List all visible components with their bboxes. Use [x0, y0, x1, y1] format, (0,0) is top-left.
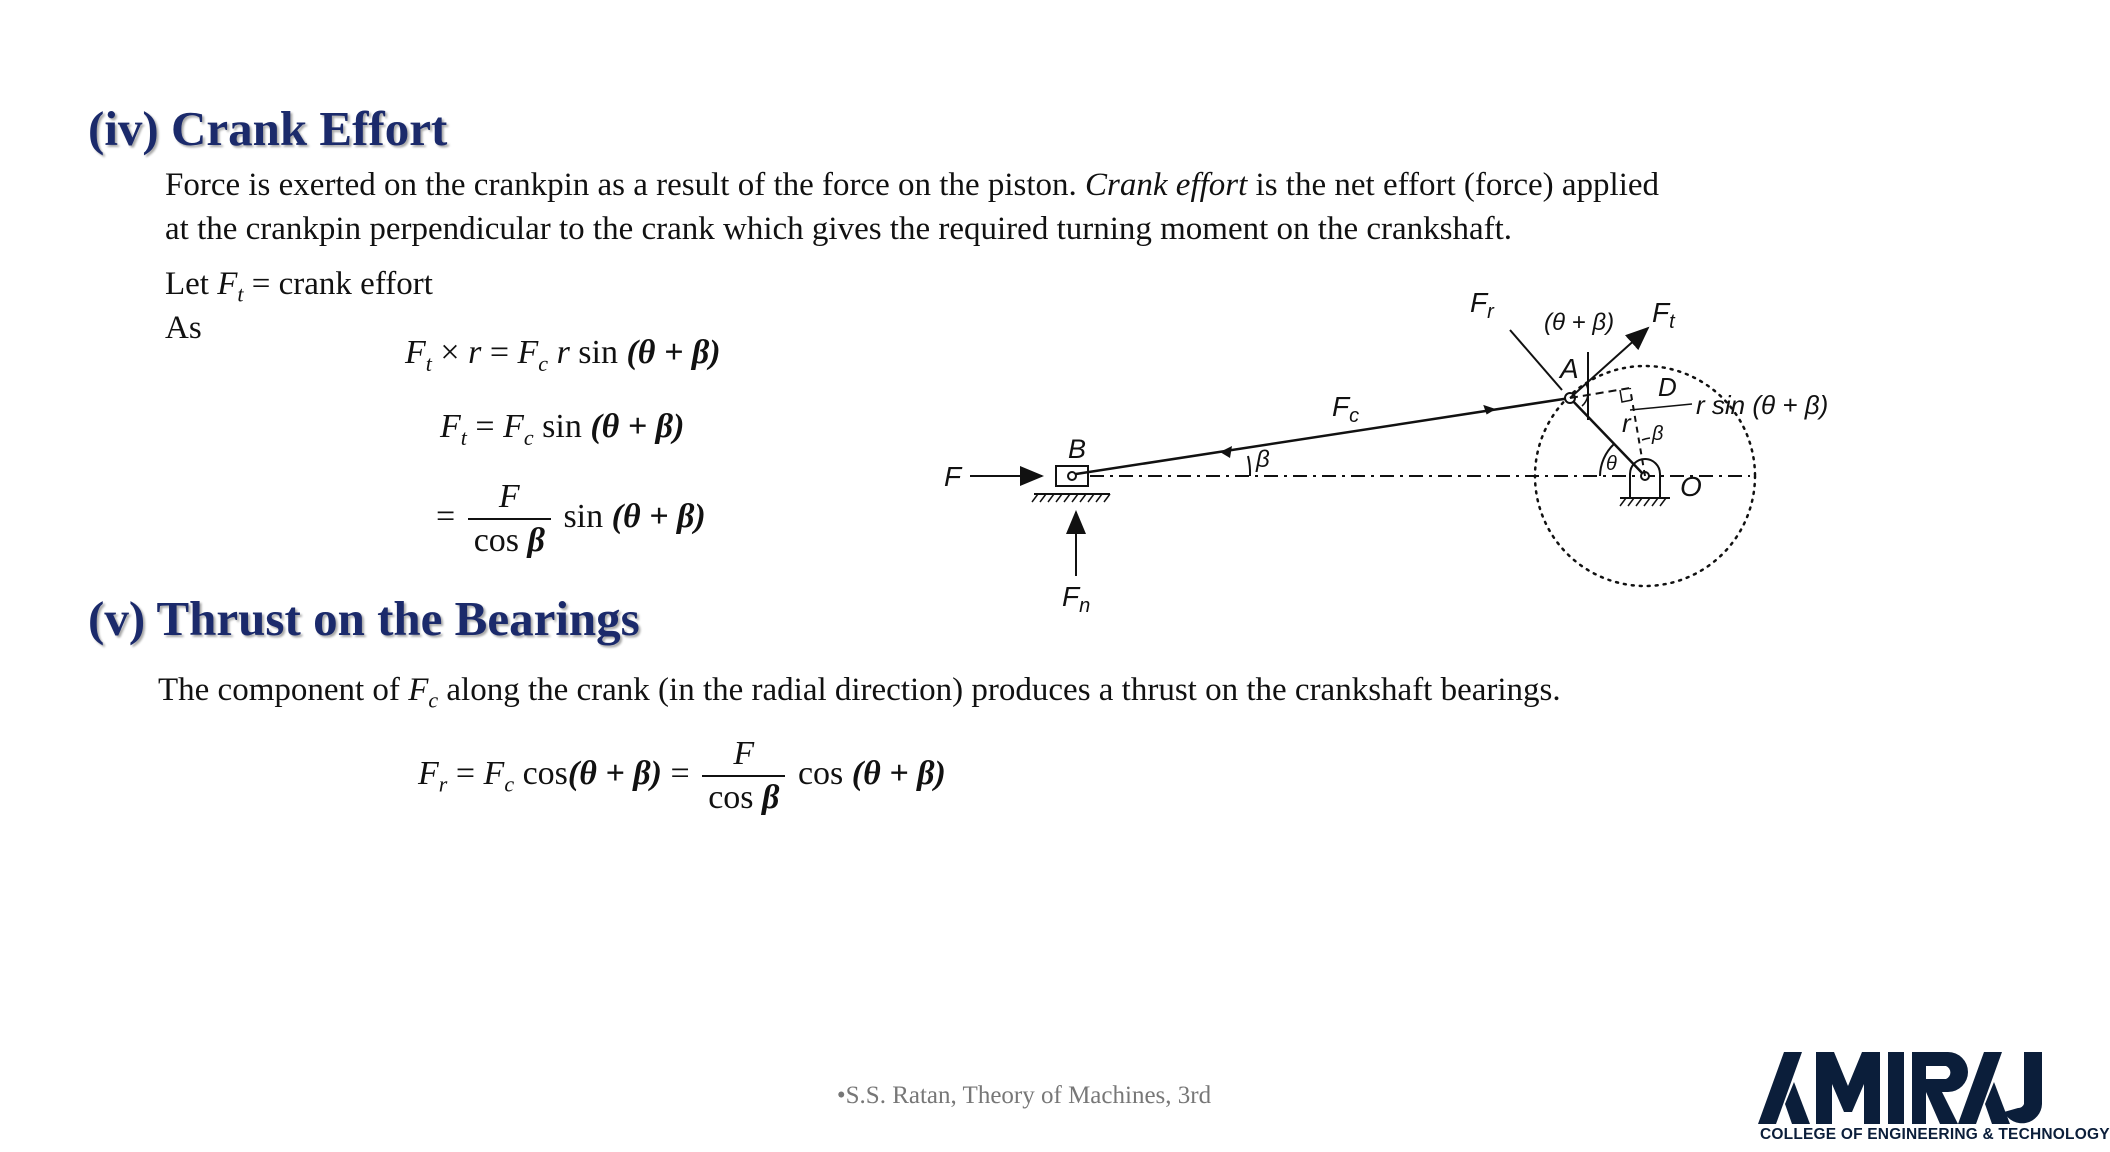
heading-crank-effort: (iv) Crank Effort [88, 101, 448, 156]
radial-force-line [1510, 330, 1562, 390]
label-beta: β [1256, 446, 1270, 473]
label-rsin: r sin (θ + β) [1696, 390, 1829, 420]
fraction-f-over-cos-beta-2: $\frac{F}{\text{cos β}}$ [702, 735, 785, 817]
label-small-beta: β [1652, 423, 1664, 445]
label-Fr: $F_r$ [1470, 287, 1494, 323]
tangential-force-arrow [1570, 328, 1648, 398]
fc-arrow-left [1220, 446, 1232, 458]
label-theta-beta: (θ + β) [1544, 309, 1615, 336]
equation-crank-effort-fraction: = $\frac{F}{\text{cos β}}$ sin (θ + β) [436, 478, 706, 559]
label-Ft: $F_t$ [1652, 297, 1675, 333]
crosshead-pin [1068, 472, 1076, 480]
label-r: r [1622, 408, 1631, 438]
label-theta: θ [1606, 453, 1617, 475]
crank-effort-paragraph-line2: at the crankpin perpendicular to the crank which gives the required turning moment on the crankshaft. [165, 211, 1513, 247]
thrust-paragraph: The component of $F_c$ along the crank (in the radial direction) produces a thrust on the crankshaft bearings. [158, 672, 1561, 713]
let-statement: Let $F_t$ = crank effort [165, 266, 433, 307]
bearing-hatch [1620, 498, 1666, 506]
crank-effort-paragraph: Force is exerted on the crankpin as a result of the force on the piston. Crank effort is the net effort (force) applied [165, 167, 1660, 203]
heading-thrust-on-bearings: (v) Thrust on the Bearings [88, 591, 640, 646]
slider-crank-diagram [930, 280, 1890, 620]
connecting-rod [1076, 398, 1570, 474]
label-D: D [1658, 372, 1677, 402]
logo-subtitle: COLLEGE OF ENGINEERING & TECHNOLOGY [1760, 1126, 2110, 1143]
amiraj-logo [1758, 1052, 2043, 1124]
equation-radial-thrust: $F_r = F_c$ cos(θ + β) = $\frac{F}{\text{cos β}}$ cos (θ + β) [418, 735, 946, 816]
label-A: A [1560, 353, 1579, 384]
citation-footer: •S.S. Ratan, Theory of Machines, 3rd [836, 1082, 1212, 1109]
equation-turning-moment: $F_t \times r = F_c$ r sin (θ + β) [405, 334, 721, 376]
fc-arrow-right [1483, 403, 1496, 415]
equation-crank-effort: $F_t = F_c$ sin (θ + β) [440, 408, 685, 450]
label-O: O [1680, 471, 1702, 502]
beta-arc [1248, 456, 1250, 476]
fraction-f-over-cos-beta: $\frac{F}{\text{cos β}}$ [468, 478, 551, 560]
label-F: F [944, 461, 962, 492]
as-label: As [165, 310, 202, 346]
label-Fn: $F_n$ [1062, 581, 1091, 617]
label-B: B [1068, 434, 1087, 464]
label-Fc: $F_c$ [1332, 391, 1360, 427]
guide-hatch [1032, 494, 1110, 502]
rsin-leader [1630, 404, 1692, 410]
